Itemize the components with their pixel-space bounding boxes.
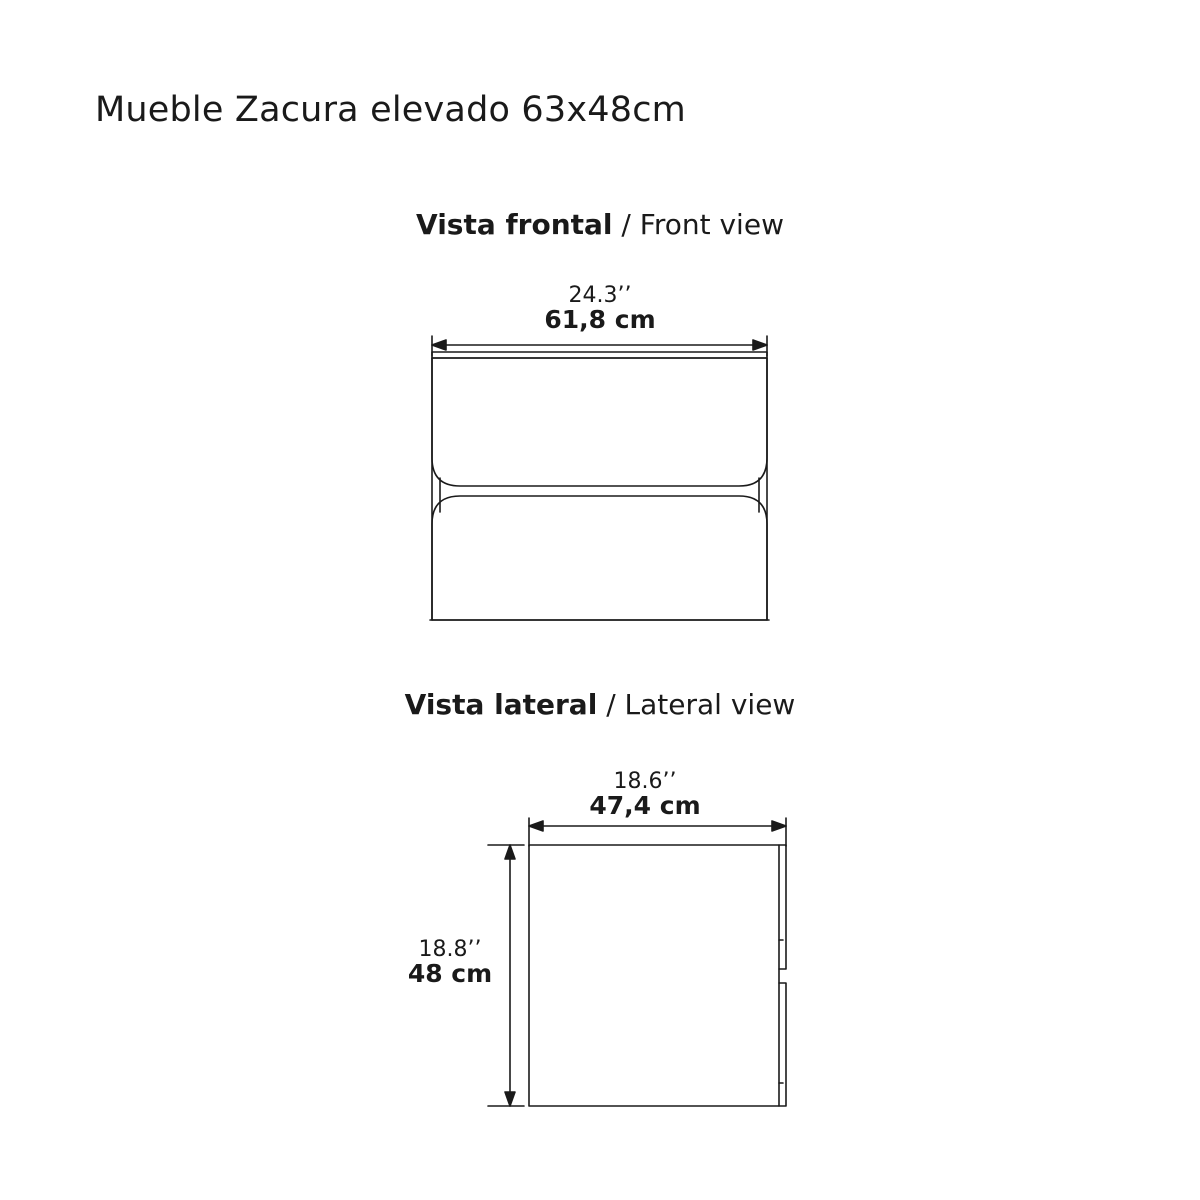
- lateral-view-heading-es: Vista lateral: [404, 688, 598, 721]
- front-upper-drawer: [432, 358, 767, 486]
- front-lower-drawer: [432, 496, 767, 620]
- lateral-lower-drawer: [779, 983, 786, 1106]
- front-width-dimension-line: [432, 336, 767, 356]
- lateral-width-dimension-line: [529, 818, 786, 846]
- lateral-height-inch: 18.8’’: [418, 937, 482, 962]
- front-width-inch: 24.3’’: [568, 283, 632, 308]
- front-view-drawing: [430, 336, 769, 620]
- front-view-heading-separator: /: [612, 208, 640, 241]
- lateral-height-cm: 48 cm: [407, 959, 493, 989]
- front-width-cm: 61,8 cm: [544, 305, 656, 335]
- lateral-view-heading-en: Lateral view: [624, 688, 796, 721]
- lateral-view-drawing: [488, 818, 786, 1106]
- lateral-width-cm: 47,4 cm: [589, 791, 701, 821]
- front-view-heading-es: Vista frontal: [416, 208, 613, 241]
- front-view-heading-en: Front view: [639, 208, 784, 241]
- lateral-cabinet-side: [529, 845, 779, 1106]
- lateral-upper-drawer: [779, 845, 786, 969]
- lateral-height-dimension-line: [488, 845, 524, 1106]
- page-title: Mueble Zacura elevado 63x48cm: [95, 90, 686, 130]
- lateral-width-inch: 18.6’’: [613, 769, 677, 794]
- front-countertop: [432, 352, 767, 358]
- lateral-view-heading-separator: /: [597, 688, 625, 721]
